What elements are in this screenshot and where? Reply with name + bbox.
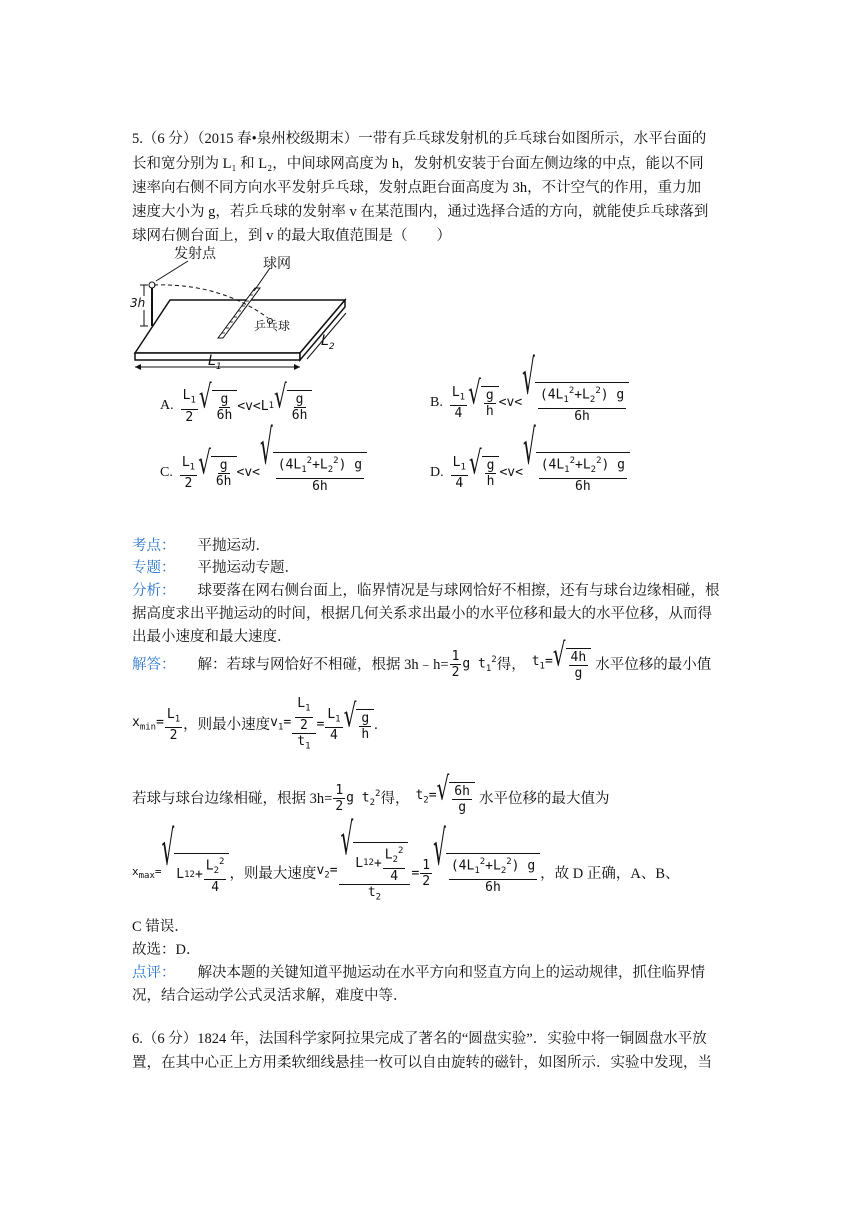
table-diagram bbox=[130, 243, 360, 378]
jieda-text-4a: ，则最大速度 bbox=[229, 865, 317, 882]
length-label: $L_1$ bbox=[208, 353, 222, 372]
zhuanti-row bbox=[132, 559, 299, 577]
q5-line-1: 5.（6 分）（2015 春•泉州校级期末）一带有乒乓球发射机的乒乓球台如图所示，水平台面的 bbox=[132, 131, 707, 147]
jieda-row-3: 若球与球台边缘相碰，根据 3h= $\frac{1}{2}$ g $t_2^2$ 得， $t_2=$ √ $\frac{6h}{g}$ 水平位移的最大值为 bbox=[132, 768, 610, 815]
jieda-text-1a: 解：若球与网恰好不相碰，根据 3h﹣h= bbox=[197, 656, 449, 673]
q5-line-5: 球网右侧台面上，到 v 的最大取值范围是（ ） bbox=[132, 228, 451, 244]
q6-line-2: 置，在其中心正上方用柔软细线悬挂一枚可以自由旋转的磁针，如图所示．实验中发现，当 bbox=[132, 1055, 712, 1071]
option-c[interactable] bbox=[160, 417, 367, 494]
jieda-text-3a: 若球与球台边缘相碰，根据 3h= bbox=[132, 790, 333, 807]
kaodian-row bbox=[132, 537, 270, 555]
table-tennis-figure bbox=[130, 243, 360, 378]
dianping-row bbox=[132, 964, 705, 982]
option-c-formula: $\frac{L_1}{2}$ √ $\frac{g}{6h}$ <v< √ $\frac{(4L_1^2+L_2^2) g}{6h}$ bbox=[179, 452, 367, 494]
fenxi-row bbox=[132, 582, 720, 600]
option-a-formula: $\frac{L_1}{2}$ √ $\frac{g}{6h}$ <v<L 1 √ $\frac{g}{6h}$ bbox=[180, 388, 313, 425]
jieda-text-1b: 得， bbox=[496, 656, 526, 673]
q5-line-2: 长和宽分别为 L₁ 和 L₂，中间球网高度为 h，发射机安装于台面左侧边缘的中点，能以不同 bbox=[132, 156, 704, 172]
height-label: 3h bbox=[130, 296, 146, 310]
net-label: 球网 bbox=[263, 256, 291, 272]
fenxi-text-1: 球要落在网右侧台面上，临界情况是与球网恰好不相擦，还有与球台边缘相碰，根 bbox=[197, 583, 720, 599]
option-d-formula: $\frac{L_1}{4}$ √ $\frac{g}{h}$ <v< √ $\frac{(4L_1^2+L_2^2) g}{6h}$ bbox=[450, 452, 630, 494]
jieda-text-5: C 错误． bbox=[132, 919, 189, 935]
launch-point-label: 发射点 bbox=[174, 246, 216, 262]
ball-label: 乒乓球 bbox=[254, 319, 291, 333]
jieda-label: 解答： bbox=[132, 656, 176, 673]
option-a-label: A. bbox=[160, 398, 174, 414]
zhuanti-label: 专题： bbox=[132, 560, 176, 576]
option-d-label: D. bbox=[430, 464, 444, 480]
kaodian-label: 考点： bbox=[132, 538, 176, 554]
option-a[interactable] bbox=[160, 376, 312, 425]
option-c-label: C. bbox=[160, 464, 173, 480]
q6-line-1: 6.（6 分）1824 年，法国科学家阿拉果完成了著名的“圆盘实验”．实验中将一铜圆盘水平放 bbox=[132, 1031, 707, 1047]
dianping-text-1: 解决本题的关键知道平抛运动在水平方向和竖直方向上的运动规律，抓住临界情 bbox=[197, 965, 705, 981]
fenxi-text-3: 出最小速度和最大速度． bbox=[132, 629, 292, 645]
option-b-formula: $\frac{L_1}{4}$ √ $\frac{g}{h}$ <v< √ $\frac{(4L_1^2+L_2^2) g}{6h}$ bbox=[449, 382, 629, 424]
width-label: $L_2$ bbox=[321, 333, 335, 352]
jieda-text-3b: 得， bbox=[380, 790, 410, 807]
guxuan-text: 故选：D． bbox=[132, 942, 201, 958]
jieda-text-1c: 水平位移的最小值 bbox=[595, 656, 712, 673]
fenxi-label: 分析： bbox=[132, 583, 176, 599]
jieda-row-2: $x_{min}=$ $\frac{L_1}{2}$ ，则最小速度 $v_1=$ $\frac{\frac{L_1}{2}}{t_1}$ = $\frac{L_1}{4}$ √ $\frac{g}{h}$ . bbox=[132, 695, 378, 752]
jieda-text-3c: 水平位移的最大值为 bbox=[478, 790, 610, 807]
option-d[interactable] bbox=[430, 417, 630, 494]
zhuanti-text: 平抛运动专题． bbox=[197, 560, 299, 576]
option-b-label: B. bbox=[430, 394, 443, 410]
kaodian-text: 平抛运动． bbox=[197, 538, 270, 554]
q5-line-3: 速率向右侧不同方向水平发射乒乓球，发射点距台面高度为 3h，不计空气的作用，重力加 bbox=[132, 180, 702, 196]
jieda-row-4: $x_{max}=$ √ L 1 2 + $\frac{L_2^2}{4}$ ，则最大速度 $v_2=$ √ L 1 2 + $\frac{L_2^2}{4}$ $t_2$ = $\frac{1}{2}$ √ $\frac{(4L_1^2+L_2^2) g}{6h}$ ，故 D 正确，A、B、 bbox=[132, 812, 680, 903]
dianping-text-2: 况，结合运动学公式灵活求解，难度中等． bbox=[132, 988, 408, 1004]
dianping-label: 点评： bbox=[132, 965, 176, 981]
q5-line-4: 速度大小为 g，若乒乓球的发射率 v 在某范围内，通过选择合适的方向，就能使乒乓球落到 bbox=[132, 204, 709, 220]
fenxi-text-2: 据高度求出平抛运动的时间，根据几何关系求出最小的水平位移和最大的水平位移，从而得 bbox=[132, 606, 712, 622]
jieda-text-4b: ，故 D 正确，A、B、 bbox=[540, 865, 680, 882]
jieda-text-2a: ，则最小速度 bbox=[183, 717, 271, 734]
jieda-row-1: 解答： 解：若球与网恰好不相碰，根据 3h﹣h= $\frac{1}{2}$ g $t_1^2$ 得， $t_1=$ √ $\frac{4h}{g}$ 水平位移的最小值 bbox=[132, 634, 712, 681]
